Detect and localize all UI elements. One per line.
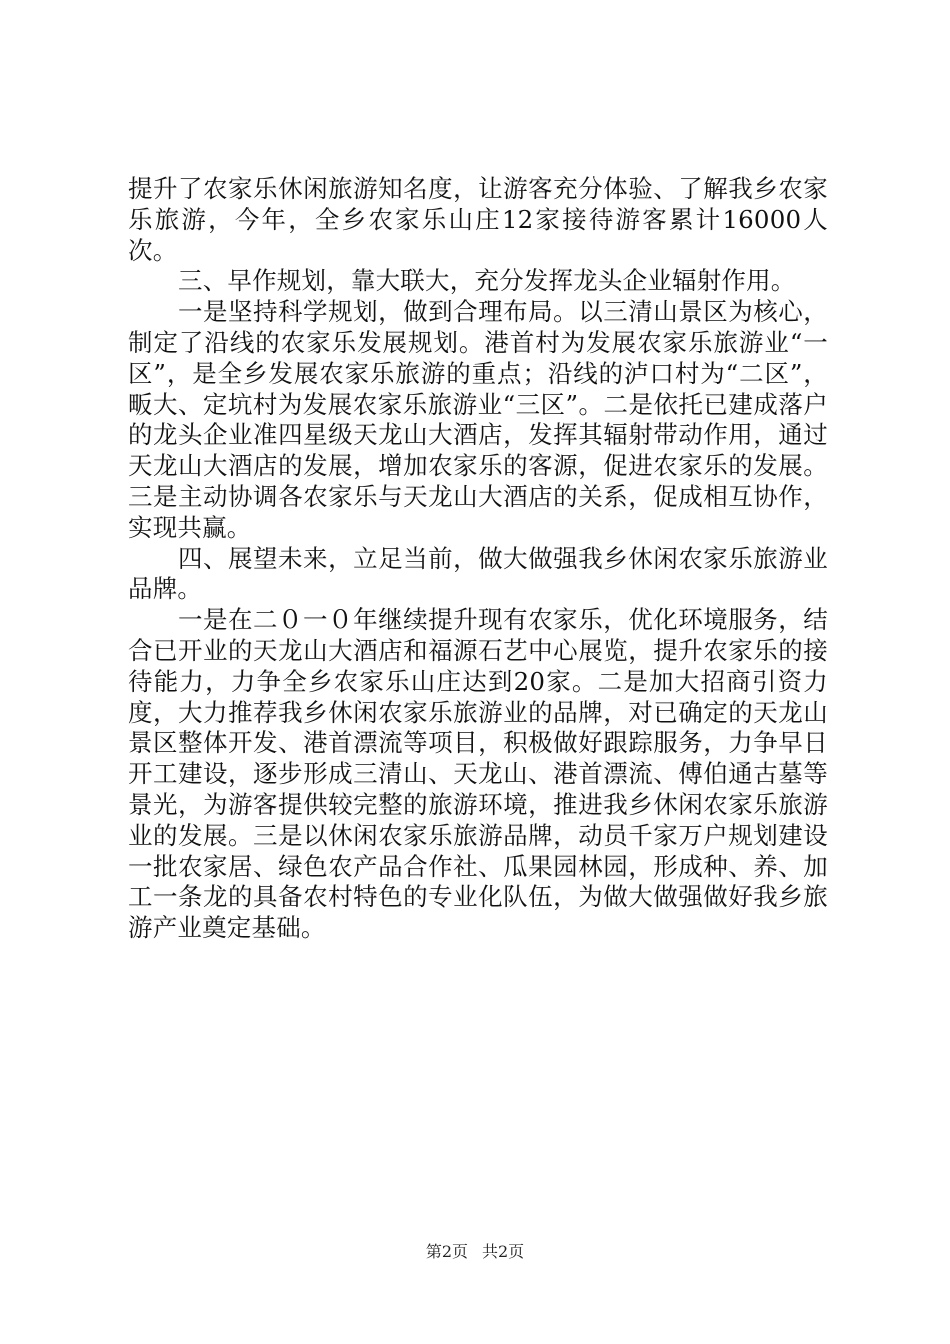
page-footer [0,1242,950,1262]
paragraph-4-heading: 四、展望未来，立足当前，做大做强我乡休闲农家乐旅游业品牌。 [128,543,828,604]
page-total: 共2页 [482,1242,525,1261]
paragraph-1: 提升了农家乐休闲旅游知名度，让游客充分体验、了解我乡农家乐旅游，今年，全乡农家乐山庄12家接待游客累计16000人次。 [128,174,828,265]
paragraph-5: 一是在二０一０年继续提升现有农家乐，优化环境服务，结合已开业的天龙山大酒店和福源石艺中心展览，提升农家乐的接待能力，力争全乡农家乐山庄达到20家。二是加大招商引资力度，大力推荐我乡休闲农家乐旅游业的品牌，对已确定的天龙山景区整体开发、港首漂流等项目，积极做好跟踪服务，力争早日开工建设，逐步形成三清山、天龙山、港首漂流、傅伯通古墓等景光，为游客提供较完整的旅游环境，推进我乡休闲农家乐旅游业的发展。三是以休闲农家乐旅游品牌，动员千家万户规划建设一批农家居、绿色农产品合作社、瓜果园林园，形成种、养、加工一条龙的具备农村特色的专业化队伍，为做大做强做好我乡旅游产业奠定基础。 [128,605,828,943]
paragraph-3: 一是坚持科学规划，做到合理布局。以三清山景区为核心，制定了沿线的农家乐发展规划。港首村为发展农家乐旅游业“一区”，是全乡发展农家乐旅游的重点；沿线的泸口村为“二区”，畈大、定坑村为发展农家乐旅游业“三区”。二是依托已建成落户的龙头企业准四星级天龙山大酒店，发挥其辐射带动作用，通过天龙山大酒店的发展，增加农家乐的客源，促进农家乐的发展。三是主动协调各农家乐与天龙山大酒店的关系，促成相互协作，实现共赢。 [128,297,828,542]
page-number: 第2页 [425,1242,468,1261]
document-body [128,174,828,944]
paragraph-2-heading: 三、早作规划，靠大联大，充分发挥龙头企业辐射作用。 [178,266,796,296]
